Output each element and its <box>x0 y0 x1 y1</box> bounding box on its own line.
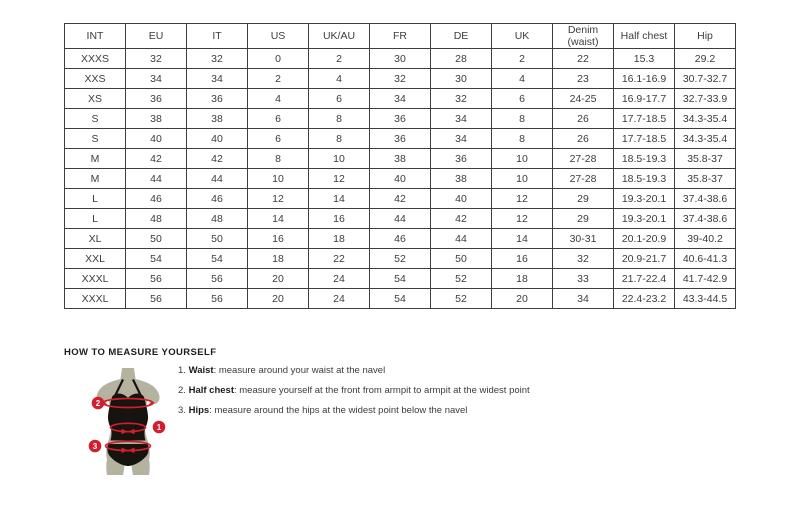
table-cell: 34 <box>370 89 431 109</box>
table-cell: 6 <box>248 109 309 129</box>
table-cell: 12 <box>309 169 370 189</box>
size-label-cell: S <box>65 129 126 149</box>
table-cell: 10 <box>492 169 553 189</box>
table-cell: 12 <box>492 189 553 209</box>
column-header: Half chest <box>614 24 675 49</box>
measure-step-half-chest <box>178 381 530 401</box>
table-cell: 50 <box>187 229 248 249</box>
table-cell: 19.3-20.1 <box>614 209 675 229</box>
hips-badge-number: 3 <box>92 442 98 451</box>
chest-badge-number: 2 <box>95 399 101 408</box>
table-cell: 24 <box>309 289 370 309</box>
step-text: : measure around your waist at the navel <box>213 365 386 376</box>
table-row <box>65 109 736 129</box>
table-cell: 38 <box>370 149 431 169</box>
table-cell: 38 <box>126 109 187 129</box>
size-label-cell: L <box>65 189 126 209</box>
column-header: Hip <box>675 24 736 49</box>
size-label-cell: S <box>65 109 126 129</box>
table-cell: 16.1-16.9 <box>614 69 675 89</box>
table-row <box>65 49 736 69</box>
measure-step-waist <box>178 361 530 381</box>
table-cell: 44 <box>187 169 248 189</box>
table-cell: 37.4-38.6 <box>675 209 736 229</box>
hips-badge <box>89 440 102 453</box>
size-label-cell: M <box>65 149 126 169</box>
table-cell: 33 <box>553 269 614 289</box>
column-header: UK/AU <box>309 24 370 49</box>
table-row <box>65 269 736 289</box>
step-number: 2. <box>178 385 186 396</box>
size-label-cell: XXXL <box>65 289 126 309</box>
column-header: INT <box>65 24 126 49</box>
table-cell: 36 <box>126 89 187 109</box>
table-cell: 23 <box>553 69 614 89</box>
table-cell: 41.7-42.9 <box>675 269 736 289</box>
table-cell: 12 <box>492 209 553 229</box>
table-cell: 34.3-35.4 <box>675 109 736 129</box>
table-cell: 6 <box>248 129 309 149</box>
table-row <box>65 169 736 189</box>
table-cell: 36 <box>187 89 248 109</box>
table-cell: 54 <box>126 249 187 269</box>
table-cell: 42 <box>187 149 248 169</box>
table-cell: 30.7-32.7 <box>675 69 736 89</box>
table-cell: 18.5-19.3 <box>614 169 675 189</box>
table-cell: 10 <box>248 169 309 189</box>
table-cell: 50 <box>431 249 492 269</box>
table-cell: 38 <box>431 169 492 189</box>
table-cell: 0 <box>248 49 309 69</box>
table-row <box>65 209 736 229</box>
table-cell: 6 <box>309 89 370 109</box>
table-cell: 29.2 <box>675 49 736 69</box>
table-cell: 16 <box>492 249 553 269</box>
table-cell: 32 <box>431 89 492 109</box>
table-cell: 20 <box>492 289 553 309</box>
waist-badge <box>153 421 166 434</box>
table-cell: 32 <box>126 49 187 69</box>
table-cell: 18 <box>492 269 553 289</box>
table-cell: 20 <box>248 269 309 289</box>
table-cell: 39-40.2 <box>675 229 736 249</box>
table-row <box>65 149 736 169</box>
step-term: Hips <box>188 405 210 416</box>
table-cell: 32 <box>187 49 248 69</box>
table-cell: 42 <box>126 149 187 169</box>
table-cell: 24-25 <box>553 89 614 109</box>
table-cell: 37.4-38.6 <box>675 189 736 209</box>
table-cell: 26 <box>553 129 614 149</box>
table-cell: 4 <box>492 69 553 89</box>
table-cell: 10 <box>309 149 370 169</box>
size-label-cell: XS <box>65 89 126 109</box>
table-cell: 30 <box>370 49 431 69</box>
table-header-row <box>65 24 736 49</box>
table-cell: 6 <box>492 89 553 109</box>
table-cell: 20.9-21.7 <box>614 249 675 269</box>
table-cell: 40 <box>187 129 248 149</box>
table-cell: 16 <box>309 209 370 229</box>
table-cell: 34 <box>431 129 492 149</box>
table-cell: 14 <box>492 229 553 249</box>
size-table-body <box>65 49 736 309</box>
table-cell: 10 <box>492 149 553 169</box>
column-header: DE <box>431 24 492 49</box>
table-cell: 16 <box>248 229 309 249</box>
table-cell: 56 <box>187 289 248 309</box>
table-cell: 17.7-18.5 <box>614 129 675 149</box>
table-cell: 28 <box>431 49 492 69</box>
table-cell: 36 <box>431 149 492 169</box>
step-term: Waist <box>188 365 214 376</box>
table-cell: 38 <box>187 109 248 129</box>
table-cell: 34 <box>187 69 248 89</box>
table-cell: 32 <box>370 69 431 89</box>
table-cell: 26 <box>553 109 614 129</box>
table-cell: 56 <box>126 269 187 289</box>
column-header: FR <box>370 24 431 49</box>
table-cell: 36 <box>370 129 431 149</box>
table-row <box>65 69 736 89</box>
table-cell: 36 <box>370 109 431 129</box>
table-cell: 20 <box>248 289 309 309</box>
measure-steps-list <box>178 361 530 421</box>
step-term: Half chest <box>188 385 234 396</box>
table-cell: 29 <box>553 209 614 229</box>
table-cell: 27-28 <box>553 169 614 189</box>
table-cell: 24 <box>309 269 370 289</box>
size-label-cell: L <box>65 209 126 229</box>
table-row <box>65 229 736 249</box>
table-cell: 42 <box>431 209 492 229</box>
table-cell: 54 <box>187 249 248 269</box>
table-cell: 18.5-19.3 <box>614 149 675 169</box>
table-cell: 32 <box>553 249 614 269</box>
table-cell: 40 <box>126 129 187 149</box>
table-cell: 42 <box>370 189 431 209</box>
table-cell: 46 <box>126 189 187 209</box>
table-cell: 20.1-20.9 <box>614 229 675 249</box>
size-label-cell: XXS <box>65 69 126 89</box>
table-cell: 19.3-20.1 <box>614 189 675 209</box>
waist-badge-number: 1 <box>156 423 162 432</box>
column-header: EU <box>126 24 187 49</box>
size-label-cell: XL <box>65 229 126 249</box>
column-header: Denim (waist) <box>553 24 614 49</box>
table-cell: 34 <box>431 109 492 129</box>
table-cell: 8 <box>492 129 553 149</box>
column-header: US <box>248 24 309 49</box>
table-row <box>65 249 736 269</box>
table-cell: 16.9-17.7 <box>614 89 675 109</box>
table-cell: 34.3-35.4 <box>675 129 736 149</box>
size-label-cell: XXXL <box>65 269 126 289</box>
table-cell: 34 <box>553 289 614 309</box>
table-cell: 48 <box>187 209 248 229</box>
size-table <box>64 23 736 309</box>
size-label-cell: XXL <box>65 249 126 269</box>
table-row <box>65 189 736 209</box>
table-cell: 8 <box>492 109 553 129</box>
step-text: : measure yourself at the front from armpit to armpit at the widest point <box>233 385 530 396</box>
table-cell: 22.4-23.2 <box>614 289 675 309</box>
chest-badge <box>92 397 105 410</box>
table-cell: 52 <box>431 289 492 309</box>
table-row <box>65 289 736 309</box>
table-cell: 46 <box>187 189 248 209</box>
table-cell: 8 <box>248 149 309 169</box>
table-cell: 48 <box>126 209 187 229</box>
table-cell: 8 <box>309 109 370 129</box>
mannequin-illustration <box>82 366 177 478</box>
table-cell: 40.6-41.3 <box>675 249 736 269</box>
table-cell: 4 <box>309 69 370 89</box>
table-cell: 21.7-22.4 <box>614 269 675 289</box>
table-cell: 54 <box>370 269 431 289</box>
table-cell: 44 <box>370 209 431 229</box>
size-label-cell: XXXS <box>65 49 126 69</box>
column-header: IT <box>187 24 248 49</box>
table-cell: 30 <box>431 69 492 89</box>
table-cell: 52 <box>431 269 492 289</box>
table-cell: 50 <box>126 229 187 249</box>
step-number: 3. <box>178 405 186 416</box>
table-cell: 27-28 <box>553 149 614 169</box>
column-header: UK <box>492 24 553 49</box>
table-cell: 52 <box>370 249 431 269</box>
table-row <box>65 89 736 109</box>
table-cell: 35.8-37 <box>675 169 736 189</box>
table-cell: 2 <box>248 69 309 89</box>
table-cell: 18 <box>248 249 309 269</box>
table-cell: 35.8-37 <box>675 149 736 169</box>
table-cell: 54 <box>370 289 431 309</box>
table-cell: 40 <box>370 169 431 189</box>
table-cell: 12 <box>248 189 309 209</box>
table-cell: 32.7-33.9 <box>675 89 736 109</box>
table-row <box>65 129 736 149</box>
table-cell: 30-31 <box>553 229 614 249</box>
table-cell: 46 <box>370 229 431 249</box>
measure-step-hips <box>178 401 530 421</box>
table-cell: 17.7-18.5 <box>614 109 675 129</box>
table-cell: 56 <box>187 269 248 289</box>
table-cell: 4 <box>248 89 309 109</box>
table-cell: 2 <box>309 49 370 69</box>
table-cell: 44 <box>126 169 187 189</box>
table-cell: 14 <box>309 189 370 209</box>
table-cell: 44 <box>431 229 492 249</box>
step-number: 1. <box>178 365 186 376</box>
table-cell: 40 <box>431 189 492 209</box>
step-text: : measure around the hips at the widest point below the navel <box>209 405 468 416</box>
table-cell: 22 <box>309 249 370 269</box>
section-title: HOW TO MEASURE YOURSELF <box>64 347 217 358</box>
table-cell: 2 <box>492 49 553 69</box>
table-cell: 14 <box>248 209 309 229</box>
table-cell: 56 <box>126 289 187 309</box>
table-cell: 18 <box>309 229 370 249</box>
table-cell: 15.3 <box>614 49 675 69</box>
table-cell: 43.3-44.5 <box>675 289 736 309</box>
measurement-figure <box>82 366 177 478</box>
table-cell: 22 <box>553 49 614 69</box>
table-cell: 34 <box>126 69 187 89</box>
table-cell: 8 <box>309 129 370 149</box>
table-cell: 29 <box>553 189 614 209</box>
size-label-cell: M <box>65 169 126 189</box>
